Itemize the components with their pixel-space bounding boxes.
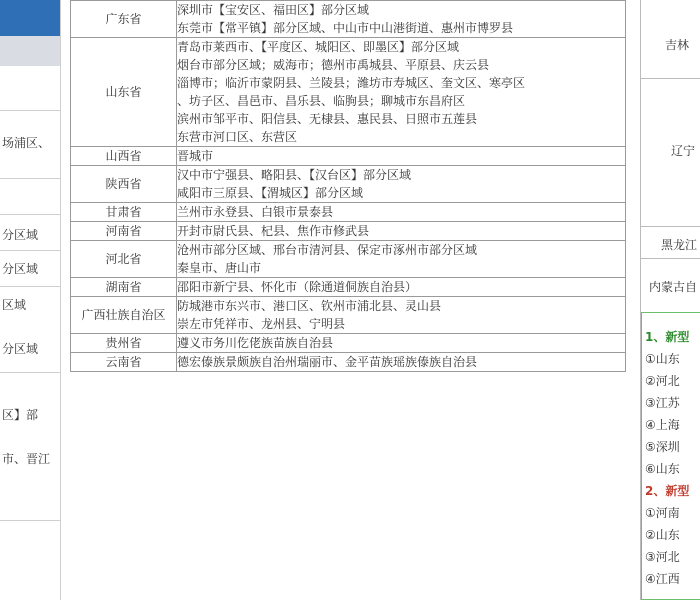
right-divider (641, 258, 700, 259)
right-province: 内蒙古自 (649, 280, 698, 294)
areas-cell (177, 278, 626, 297)
area-line: 遵义市务川仡佬族苗族自治县 (177, 336, 334, 350)
notice-item: ②河北 (645, 374, 680, 388)
province-cell: 山东省 (71, 38, 177, 147)
area-line: 汉中市宁强县、略阳县、【汉台区】部分区域 (177, 168, 412, 182)
area-line: 、坊子区、昌邑市、昌乐县、临朐县；聊城市东昌府区 (177, 94, 466, 108)
left-divider (0, 286, 60, 287)
left-subheader-bar (0, 36, 60, 66)
region-table-container (70, 0, 626, 600)
areas-cell (177, 166, 626, 203)
notice-item: ④江西 (645, 572, 680, 586)
notice-item: ⑤深圳 (645, 440, 680, 454)
notice-item: ④上海 (645, 418, 680, 432)
province-cell: 广东省 (71, 1, 177, 38)
notice-item: ①河南 (645, 506, 680, 520)
region-row (71, 38, 626, 147)
area-line: 青岛市莱西市、【平度区、城阳区、即墨区】部分区域 (177, 40, 460, 54)
left-header-bar (0, 0, 60, 36)
area-line: 开封市尉氏县、杞县、焦作市修武县 (177, 224, 370, 238)
area-line: 深圳市【宝安区、福田区】部分区域 (177, 3, 370, 17)
left-partial-column (0, 0, 61, 600)
area-line: 兰州市永登县、白银市景泰县 (177, 205, 334, 219)
areas-cell (177, 241, 626, 278)
right-partial-column (640, 0, 700, 600)
left-divider (0, 178, 60, 179)
areas-cell (177, 222, 626, 241)
notice-item: ①山东 (645, 352, 680, 366)
left-divider (0, 214, 60, 215)
left-cell-text: 分区域 (2, 262, 39, 276)
province-cell: 河南省 (71, 222, 177, 241)
area-line: 秦皇市、唐山市 (177, 261, 262, 275)
right-divider (641, 226, 700, 227)
province-cell: 广西壮族自治区 (71, 297, 177, 334)
notice-heading: 2、新型 (645, 484, 690, 498)
areas-cell (177, 1, 626, 38)
area-line: 防城港市东兴市、港口区、钦州市浦北县、灵山县 (177, 299, 442, 313)
region-row (71, 241, 626, 278)
areas-cell (177, 203, 626, 222)
area-line: 咸阳市三原县、【渭城区】部分区域 (177, 186, 364, 200)
region-row (71, 166, 626, 203)
notice-item: ③江苏 (645, 396, 680, 410)
area-line: 东莞市【常平镇】部分区域、中山市中山港街道、惠州市博罗县 (177, 21, 514, 35)
area-line: 晋城市 (177, 149, 214, 163)
province-cell: 山西省 (71, 147, 177, 166)
area-line: 崇左市凭祥市、龙州县、宁明县 (177, 317, 346, 331)
right-divider (641, 78, 700, 79)
right-province: 吉林 (665, 38, 690, 52)
province-cell: 云南省 (71, 353, 177, 372)
left-cell-text: 市、晋江 (2, 452, 51, 466)
area-line: 淄博市；临沂市蒙阴县、兰陵县；潍坊市寿城区、奎文区、寒亭区 (177, 76, 526, 90)
areas-cell (177, 353, 626, 372)
area-line: 烟台市部分区域；威海市；德州市禹城县、平原县、庆云县 (177, 58, 490, 72)
left-cell-text: 区】部 (2, 408, 39, 422)
left-divider (0, 520, 60, 521)
area-line: 滨州市邹平市、阳信县、无棣县、惠民县、日照市五莲县 (177, 112, 478, 126)
left-divider (0, 372, 60, 373)
left-cell-text: 分区域 (2, 228, 39, 242)
region-row (71, 203, 626, 222)
region-row (71, 222, 626, 241)
notice-item: ②山东 (645, 528, 680, 542)
area-line: 德宏傣族景颇族自治州瑞丽市、金平苗族瑶族傣族自治县 (177, 355, 478, 369)
province-cell: 甘肃省 (71, 203, 177, 222)
region-row (71, 353, 626, 372)
notice-item: ⑥山东 (645, 462, 680, 476)
areas-cell (177, 38, 626, 147)
left-cell-text: 分区域 (2, 342, 39, 356)
areas-cell (177, 334, 626, 353)
region-row (71, 1, 626, 38)
region-row (71, 147, 626, 166)
right-province: 辽宁 (671, 144, 696, 158)
left-cell-text: 区域 (2, 298, 27, 312)
left-cell-text: 场浦区、 (2, 136, 51, 150)
notice-item: ③河北 (645, 550, 680, 564)
right-province: 黑龙江 (661, 238, 698, 252)
areas-cell (177, 297, 626, 334)
area-line: 东营市河口区、东营区 (177, 130, 298, 144)
notice-heading: 1、新型 (645, 330, 690, 344)
left-divider (0, 250, 60, 251)
area-line: 沧州市部分区域、邢台市清河县、保定市涿州市部分区域 (177, 243, 478, 257)
region-row (71, 278, 626, 297)
left-divider (0, 110, 60, 111)
province-cell: 河北省 (71, 241, 177, 278)
region-row (71, 297, 626, 334)
region-table (70, 0, 626, 372)
province-cell: 贵州省 (71, 334, 177, 353)
region-row (71, 334, 626, 353)
province-cell: 陕西省 (71, 166, 177, 203)
area-line: 邵阳市新宁县、怀化市（除通道侗族自治县） (177, 280, 418, 294)
province-cell: 湖南省 (71, 278, 177, 297)
areas-cell (177, 147, 626, 166)
